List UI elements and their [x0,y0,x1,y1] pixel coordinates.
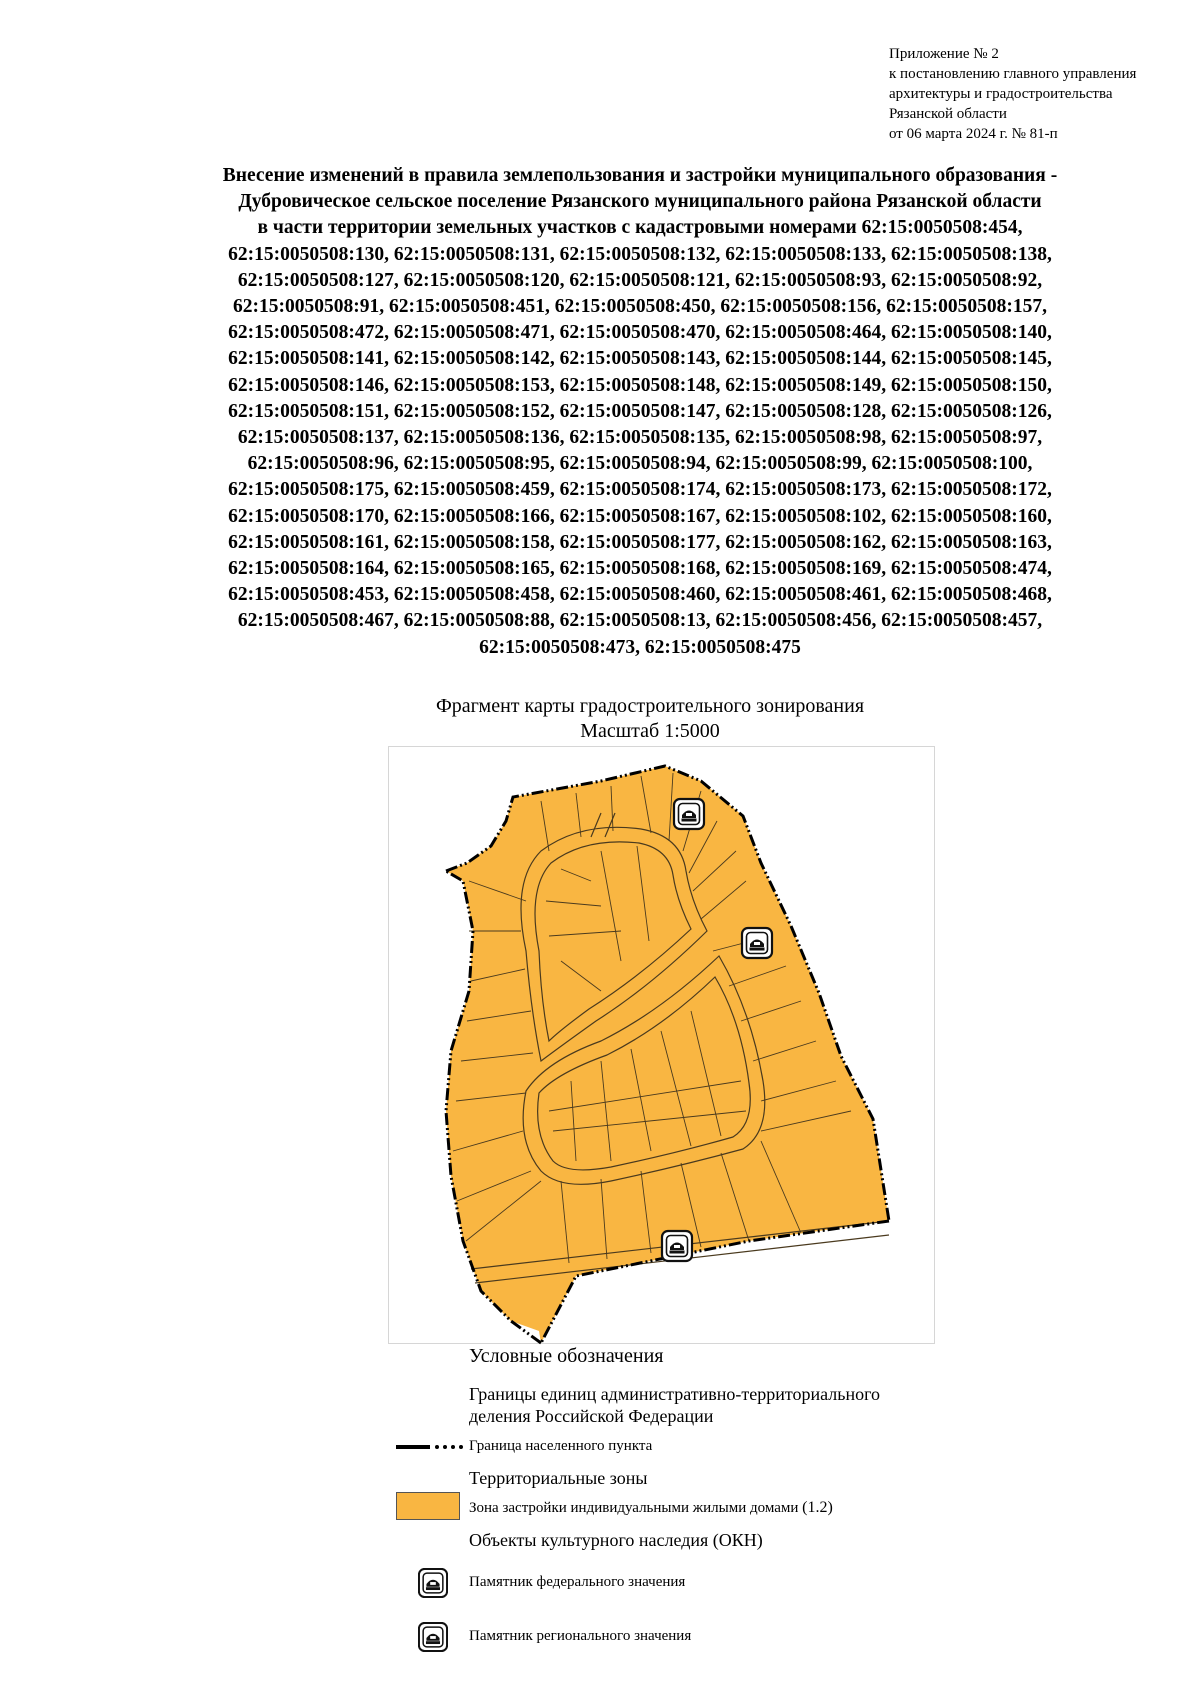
map-scale: Масштаб 1:5000 [580,720,720,742]
legend-zones-section: Территориальные зоны [469,1468,648,1488]
zoning-map [388,746,935,1344]
title-line: Дубровичеcкое сельское поселение Рязанского муниципального района Рязанской области [238,191,1042,213]
title-line: 62:15:0050508:137, 62:15:0050508:136, 62:15:0050508:135, 62:15:0050508:98, 62:15:0050508:97, [237,427,1043,449]
document-title [140,163,1140,661]
title-line: 62:15:0050508:472, 62:15:0050508:471, 62:15:0050508:470, 62:15:0050508:464, 62:15:0050508:140, [228,322,1052,344]
legend-zone-row [469,1499,833,1517]
zone-swatch [396,1492,460,1520]
monument-icon [742,928,772,958]
monument-regional-icon [418,1622,448,1652]
title-line: 62:15:0050508:151, 62:15:0050508:152, 62:15:0050508:147, 62:15:0050508:128, 62:15:0050508:126, [228,400,1052,422]
monument-federal-icon [418,1568,448,1598]
title-line: 62:15:0050508:164, 62:15:0050508:165, 62:15:0050508:168, 62:15:0050508:169, 62:15:0050508:474, [228,558,1052,580]
appendix-line: от 06 марта 2024 г. № 81-п [889,126,1058,142]
legend-title: Условные обозначения [469,1345,664,1367]
legend-okn-section: Объекты культурного наследия (ОКН) [469,1530,763,1550]
legend-federal-monument: Памятник федерального значения [469,1574,686,1590]
title-line: 62:15:0050508:467, 62:15:0050508:88, 62:15:0050508:13, 62:15:0050508:456, 62:15:0050508:457, [237,610,1043,632]
title-line: 62:15:0050508:146, 62:15:0050508:153, 62:15:0050508:148, 62:15:0050508:149, 62:15:0050508:150, [228,374,1052,396]
appendix-line: к постановлению главного управления [889,66,1137,82]
title-line: 62:15:0050508:127, 62:15:0050508:120, 62:15:0050508:121, 62:15:0050508:93, 62:15:0050508:92, [237,269,1043,291]
legend-zone-label: Зона застройки индивидуальными жилыми домами [469,1500,799,1516]
title-line: 62:15:0050508:91, 62:15:0050508:451, 62:15:0050508:450, 62:15:0050508:156, 62:15:0050508:157, [232,296,1048,318]
appendix-line: архитектуры и градостроительства [889,86,1113,102]
legend-zone-code: (1.2) [802,1499,833,1516]
legend-admin-section: Границы единиц административно-территориального [469,1384,881,1404]
title-line: 62:15:0050508:130, 62:15:0050508:131, 62:15:0050508:132, 62:15:0050508:133, 62:15:0050508:138, [228,243,1052,265]
settlement-border-icon [396,1442,464,1452]
zoning-map-svg [389,747,936,1345]
monument-icon [662,1231,692,1261]
map-caption [300,694,1000,744]
legend-settlement-border: Граница населенного пункта [469,1438,653,1454]
legend-admin-section-2: деления Российской Федерации [469,1406,714,1426]
legend-regional-monument: Памятник регионального значения [469,1628,692,1644]
title-line: 62:15:0050508:170, 62:15:0050508:166, 62:15:0050508:167, 62:15:0050508:102, 62:15:0050508:160, [228,505,1052,527]
title-line: Внесение изменений в правила землепользования и застройки муниципального образования - [222,165,1058,186]
title-line: в части территории земельных участков с кадастровыми номерами 62:15:0050508:454, [257,217,1023,239]
title-line: 62:15:0050508:175, 62:15:0050508:459, 62:15:0050508:174, 62:15:0050508:173, 62:15:0050508:172, [228,479,1052,501]
title-line: 62:15:0050508:96, 62:15:0050508:95, 62:15:0050508:94, 62:15:0050508:99, 62:15:0050508:100, [247,453,1033,475]
title-line: 62:15:0050508:453, 62:15:0050508:458, 62:15:0050508:460, 62:15:0050508:461, 62:15:0050508:468, [228,584,1052,606]
title-line: 62:15:0050508:161, 62:15:0050508:158, 62:15:0050508:177, 62:15:0050508:162, 62:15:0050508:163, [228,531,1052,553]
appendix-line: Приложение № 2 [889,46,999,62]
map-caption-title: Фрагмент карты градостроительного зонирования [435,695,865,717]
title-line: 62:15:0050508:141, 62:15:0050508:142, 62:15:0050508:143, 62:15:0050508:144, 62:15:0050508:145, [228,348,1052,370]
monument-icon [674,799,704,829]
title-line: 62:15:0050508:473, 62:15:0050508:475 [479,636,801,658]
appendix-line: Рязанской области [889,106,1007,122]
appendix-block [889,44,1136,144]
